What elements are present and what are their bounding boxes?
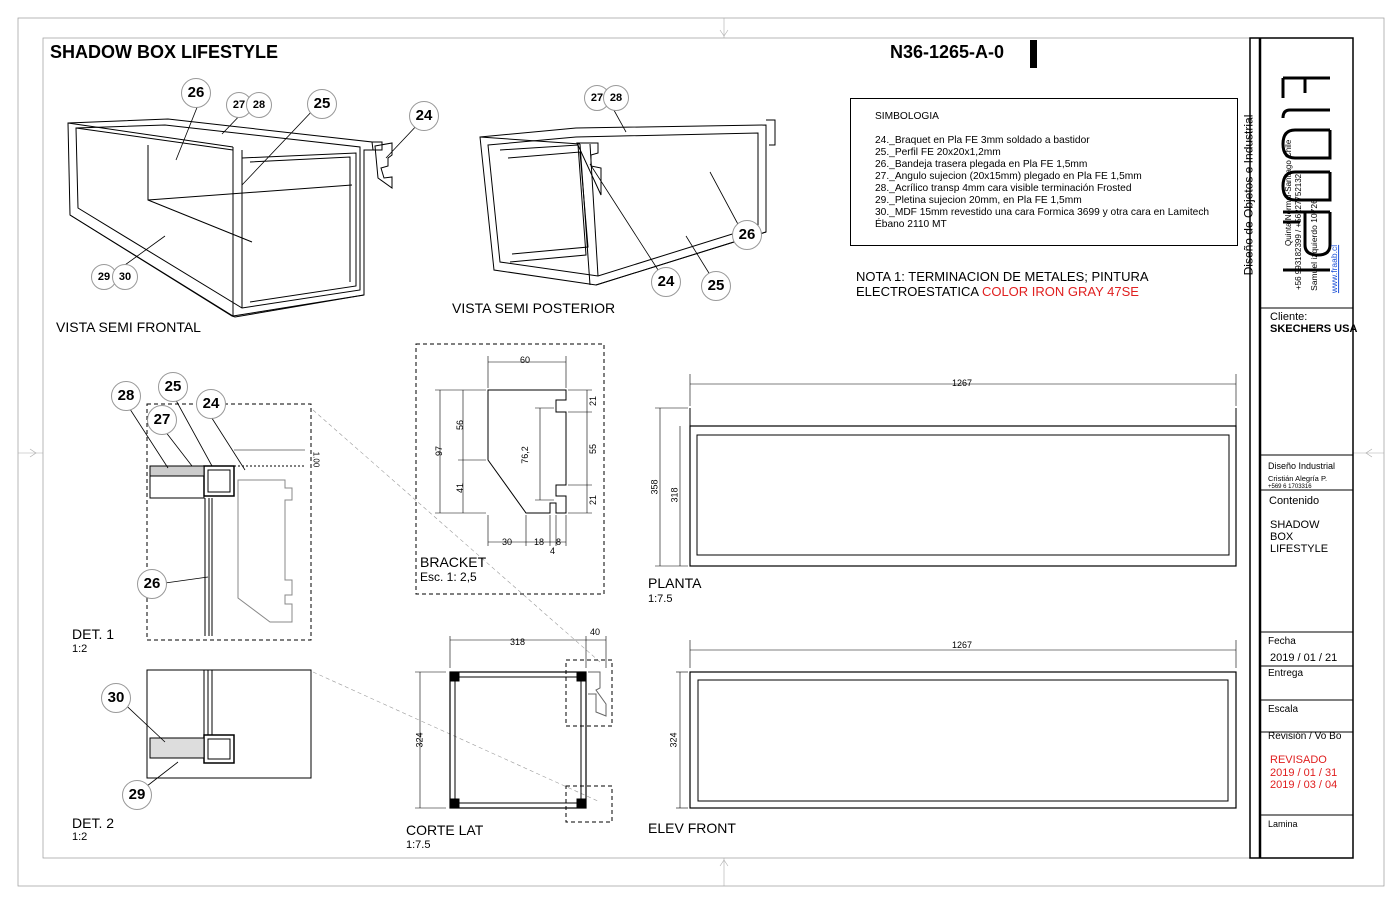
dim-elev-324: 324 bbox=[668, 732, 679, 748]
sheet-title: SHADOW BOX LIFESTYLE bbox=[50, 42, 279, 62]
detail-2 bbox=[147, 670, 600, 802]
revision-date-2: 2019 / 03 / 04 bbox=[1270, 779, 1338, 791]
studio-address-line: Quinta Normal-Santiago Chile bbox=[1284, 139, 1293, 246]
label-bracket: BRACKET bbox=[420, 554, 487, 570]
code-bar bbox=[1030, 40, 1037, 68]
symbology-item: 30._MDF 15mm revestido una cara Formica 3699 y otra cara en Lamitech bbox=[875, 207, 1210, 218]
balloon-27: 27 bbox=[226, 92, 252, 118]
dim-bracket-4: 4 bbox=[550, 546, 556, 556]
symbology-item: 24._Braquet en Pla FE 3mm soldado a bastidor bbox=[875, 135, 1090, 146]
designer-label: Diseño Industrial bbox=[1268, 461, 1336, 471]
content-line-3: LIFESTYLE bbox=[1270, 543, 1329, 555]
dim-bracket-21a: 21 bbox=[588, 395, 599, 407]
symbology-item: 27._Angulo sujecion (20x15mm) plegado en Pla FE 1,5mm bbox=[875, 171, 1142, 182]
scale-label: Escala bbox=[1268, 704, 1299, 715]
dim-bracket-8: 8 bbox=[556, 537, 562, 547]
dim-planta-358: 358 bbox=[649, 479, 660, 495]
content-label: Contenido bbox=[1269, 495, 1320, 507]
designer-phone: +569 6 1703316 bbox=[1268, 484, 1312, 490]
studio-address-1: Samuel izquierdo 10726 bbox=[1308, 199, 1319, 291]
dim-elev-width: 1267 bbox=[952, 640, 973, 650]
balloon-27: 27 bbox=[147, 405, 177, 435]
revision-date-1: 2019 / 01 / 31 bbox=[1270, 767, 1338, 779]
dim-corte-318: 318 bbox=[510, 637, 526, 647]
balloon-28: 28 bbox=[246, 92, 272, 118]
dim-planta-width: 1267 bbox=[952, 378, 973, 388]
studio-description: Diseño de Objetos e Industrial bbox=[1241, 114, 1256, 276]
label-semi-frontal: VISTA SEMI FRONTAL bbox=[56, 319, 201, 335]
sheet-label: Lamina bbox=[1268, 819, 1298, 829]
symbology-heading: SIMBOLOGIA bbox=[875, 111, 939, 122]
content-line-2: BOX bbox=[1270, 531, 1294, 543]
dim-bracket-30: 30 bbox=[502, 537, 513, 547]
label-elev-front: ELEV FRONT bbox=[648, 820, 736, 836]
label-det2-scale: 1:2 bbox=[72, 831, 88, 843]
note-line-1: NOTA 1: TERMINACION DE METALES; PINTURA bbox=[856, 269, 1149, 284]
label-bracket-scale: Esc. 1: 2,5 bbox=[420, 570, 477, 584]
drawing-code: N36-1265-A-0 bbox=[890, 42, 1005, 62]
balloon-24: 24 bbox=[196, 389, 226, 419]
dim-bracket-18: 18 bbox=[534, 537, 545, 547]
symbology-item: Ébano 2110 MT bbox=[875, 219, 947, 230]
revision-label: Revisión / Vo Bo bbox=[1268, 731, 1342, 742]
balloon-26: 26 bbox=[732, 220, 762, 250]
dim-bracket-97: 97 bbox=[434, 445, 445, 457]
note-line-2-prefix: ELECTROESTATICA bbox=[856, 284, 982, 299]
balloon-28: 28 bbox=[111, 381, 141, 411]
balloon-25: 25 bbox=[307, 89, 337, 119]
balloon-30: 30 bbox=[101, 683, 131, 713]
detail-1 bbox=[147, 404, 600, 662]
balloon-29: 29 bbox=[122, 780, 152, 810]
balloon-29: 29 bbox=[91, 264, 117, 290]
dim-bracket-60: 60 bbox=[520, 355, 531, 365]
balloon-26: 26 bbox=[181, 78, 211, 108]
balloon-28: 28 bbox=[603, 85, 629, 111]
balloon-24: 24 bbox=[651, 267, 681, 297]
label-planta-scale: 1:7.5 bbox=[648, 593, 673, 605]
note-color-spec: COLOR IRON GRAY 47SE bbox=[981, 284, 1139, 299]
balloon-25: 25 bbox=[158, 372, 188, 402]
studio-web: www.fraab.cl bbox=[1329, 244, 1340, 294]
revised-label: REVISADO bbox=[1270, 754, 1327, 766]
studio-phone-line: +56 993182399 / +56227752132 bbox=[1294, 173, 1303, 290]
balloon-26: 26 bbox=[137, 569, 167, 599]
dim-bracket-21b: 21 bbox=[588, 494, 599, 506]
balloon-27: 27 bbox=[584, 85, 610, 111]
date-value: 2019 / 01 / 21 bbox=[1270, 652, 1338, 664]
symbology-item: 26._Bandeja trasera plegada en Pla FE 1,5mm bbox=[875, 159, 1088, 170]
label-det2: DET. 2 bbox=[72, 815, 115, 831]
dim-planta-318: 318 bbox=[669, 487, 680, 503]
elev-front-view bbox=[676, 640, 1236, 808]
dim-bracket-55: 55 bbox=[588, 443, 599, 455]
leader-lines bbox=[115, 100, 740, 793]
label-det1: DET. 1 bbox=[72, 626, 115, 642]
planta-view bbox=[655, 374, 1236, 566]
label-corte-lat-scale: 1:7.5 bbox=[406, 839, 431, 851]
symbology-item: 25._Perfil FE 20x20x1,2mm bbox=[875, 147, 1001, 158]
delivery-label: Entrega bbox=[1268, 668, 1304, 679]
note-line-2 bbox=[856, 284, 1139, 299]
label-corte-lat: CORTE LAT bbox=[406, 822, 484, 838]
client-name: SKECHERS USA bbox=[1270, 323, 1358, 335]
balloon-24: 24 bbox=[409, 101, 439, 131]
date-label: Fecha bbox=[1268, 636, 1296, 647]
symbology-item: 28._Acrílico transp 4mm cara visible terminación Frosted bbox=[875, 183, 1132, 194]
dim-bracket-76: 76,2 bbox=[519, 446, 530, 464]
dim-det1-gap: 1.00 bbox=[311, 451, 321, 468]
symbology-box bbox=[850, 98, 1238, 246]
balloon-25: 25 bbox=[701, 271, 731, 301]
content-line-1: SHADOW bbox=[1270, 519, 1320, 531]
dim-corte-324: 324 bbox=[414, 732, 425, 748]
dim-bracket-56: 56 bbox=[455, 419, 466, 431]
symbology-item: 29._Pletina sujecion 20mm, en Pla FE 1,5mm bbox=[875, 195, 1082, 206]
client-label: Cliente: bbox=[1270, 311, 1308, 323]
dim-corte-40: 40 bbox=[590, 627, 601, 637]
designer-name: Cristián Alegría P. bbox=[1268, 474, 1328, 483]
balloon-30: 30 bbox=[112, 264, 138, 290]
label-det1-scale: 1:2 bbox=[72, 643, 88, 655]
label-semi-posterior: VISTA SEMI POSTERIOR bbox=[452, 300, 616, 316]
dim-bracket-41: 41 bbox=[455, 482, 466, 494]
label-planta: PLANTA bbox=[648, 575, 702, 591]
iso-back-view bbox=[480, 120, 775, 285]
